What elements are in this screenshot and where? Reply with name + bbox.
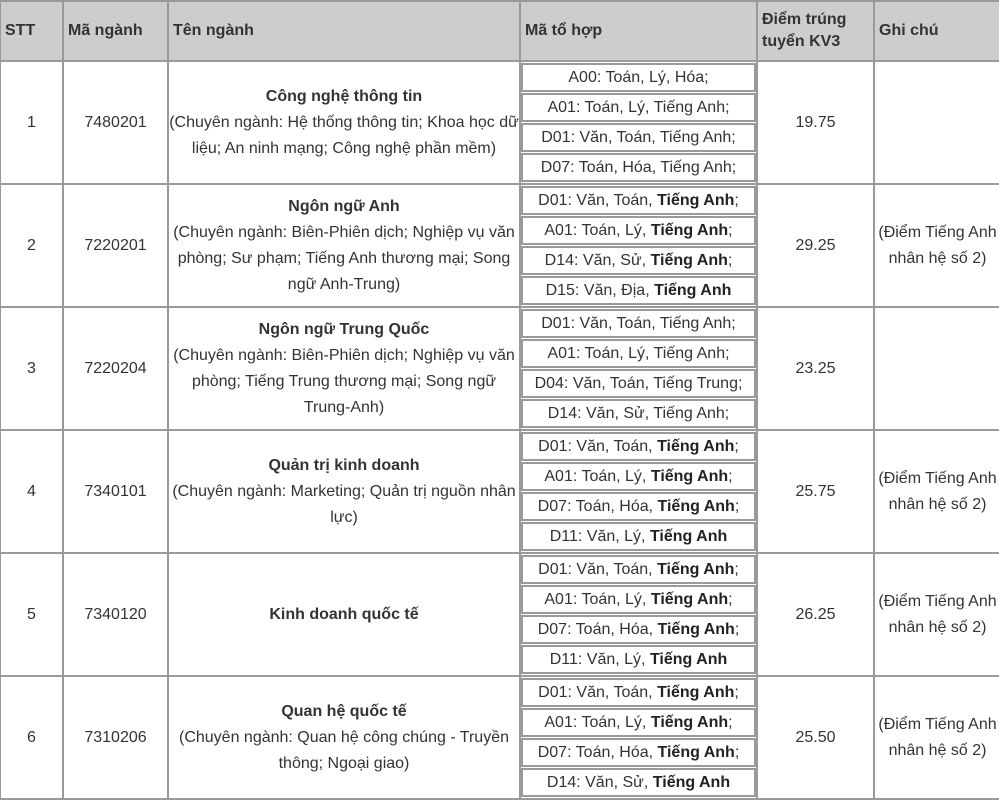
major-detail: (Chuyên ngành: Marketing; Quản trị nguồn nhân lực)	[172, 482, 516, 526]
combo-text: A01: Toán, Lý, Tiếng Anh;	[547, 99, 730, 116]
combo-item	[521, 522, 756, 551]
combo-bold-subject: Tiếng Anh	[650, 252, 728, 269]
combo-item	[521, 768, 756, 797]
combo-text: D14: Văn, Sử,	[546, 774, 653, 791]
combo-item	[521, 186, 756, 215]
combo-bold-subject: Tiếng Anh	[657, 192, 735, 209]
combo-item	[521, 339, 756, 368]
combos-cell	[520, 61, 757, 184]
combo-bold-subject: Tiếng Anh	[650, 468, 729, 485]
combo-bold-subject: Tiếng Anh	[657, 561, 735, 578]
combo-text: A01: Toán, Lý,	[544, 591, 651, 608]
combo-text: A00: Toán, Lý, Hóa;	[568, 69, 709, 86]
combo-item	[521, 615, 756, 644]
combo-bold-subject: Tiếng Anh	[657, 684, 735, 701]
combo-bold-subject: Tiếng Anh	[650, 222, 729, 239]
combo-tail: ;	[734, 744, 740, 761]
major-code-cell: 7340101	[63, 430, 168, 553]
combo-tail: ;	[734, 684, 739, 701]
combo-item	[521, 276, 756, 305]
stt-cell: 2	[0, 184, 63, 307]
note-cell	[874, 61, 999, 184]
table-row	[0, 307, 999, 430]
combo-item	[521, 585, 756, 614]
combo-item	[521, 309, 756, 338]
note-cell: (Điểm Tiếng Anh nhân hệ số 2)	[874, 430, 999, 553]
major-detail: (Chuyên ngành: Hệ thống thông tin; Khoa học dữ liệu; An ninh mạng; Công nghệ phần mềm)	[169, 113, 519, 157]
combo-bold-subject: Tiếng Anh	[657, 498, 735, 515]
combo-item	[521, 492, 756, 521]
table-row	[0, 553, 999, 676]
combo-tail: ;	[728, 222, 733, 239]
major-name-cell	[168, 307, 520, 430]
combos-cell	[520, 307, 757, 430]
combo-text: A01: Toán, Lý,	[544, 222, 651, 239]
combo-item	[521, 93, 756, 122]
combo-tail: ;	[734, 621, 740, 638]
note-cell: (Điểm Tiếng Anh nhân hệ số 2)	[874, 676, 999, 799]
combo-bold-subject: Tiếng Anh	[657, 621, 735, 638]
combo-text: D07: Toán, Hóa,	[537, 498, 658, 515]
combo-bold-subject: Tiếng Anh	[652, 774, 731, 791]
major-title: Quan hệ quốc tế	[281, 702, 407, 720]
combo-bold-subject: Tiếng Anh	[657, 438, 735, 455]
combo-text: D01: Văn, Toán,	[538, 438, 658, 455]
combo-text: D01: Văn, Toán,	[538, 684, 658, 701]
combo-text: A01: Toán, Lý,	[544, 714, 651, 731]
header-name: Tên ngành	[168, 1, 520, 61]
combo-text: D07: Toán, Hóa,	[537, 621, 658, 638]
major-code-cell: 7310206	[63, 676, 168, 799]
header-score: Điểm trúng tuyển KV3	[757, 1, 874, 61]
combos-cell	[520, 430, 757, 553]
combo-text: D07: Toán, Hóa,	[537, 744, 658, 761]
major-code-cell: 7220201	[63, 184, 168, 307]
header-combos: Mã tổ hợp	[520, 1, 757, 61]
stt-cell: 4	[0, 430, 63, 553]
combo-tail: ;	[734, 498, 740, 515]
stt-cell: 6	[0, 676, 63, 799]
combo-tail: ;	[728, 468, 733, 485]
major-code-cell: 7220204	[63, 307, 168, 430]
combo-tail: ;	[728, 714, 733, 731]
combo-item	[521, 216, 756, 245]
combo-text: D11: Văn, Lý,	[549, 528, 650, 545]
major-title: Quản trị kinh doanh	[268, 456, 420, 474]
header-stt: STT	[0, 1, 63, 61]
combo-bold-subject: Tiếng Anh	[650, 714, 729, 731]
combo-text: A01: Toán, Lý,	[544, 468, 651, 485]
combo-bold-subject: Tiếng Anh	[650, 591, 729, 608]
header-code: Mã ngành	[63, 1, 168, 61]
combo-item	[521, 63, 756, 92]
major-code-cell: 7480201	[63, 61, 168, 184]
combo-text: D14: Văn, Sử,	[544, 252, 651, 269]
note-cell: (Điểm Tiếng Anh nhân hệ số 2)	[874, 553, 999, 676]
major-detail: (Chuyên ngành: Biên-Phiên dịch; Nghiệp vụ văn phòng; Tiếng Trung thương mại; Song ngữ Trung-Anh)	[173, 346, 515, 416]
combo-tail: ;	[734, 192, 739, 209]
combo-item	[521, 708, 756, 737]
score-cell: 26.25	[757, 553, 874, 676]
combo-bold-subject: Tiếng Anh	[649, 528, 728, 545]
combo-text: D04: Văn, Toán, Tiếng Trung;	[534, 375, 743, 392]
major-name-cell	[168, 184, 520, 307]
combo-item	[521, 123, 756, 152]
combo-item	[521, 399, 756, 428]
combo-text: D11: Văn, Lý,	[549, 651, 650, 668]
header-row	[0, 1, 999, 61]
stt-cell: 5	[0, 553, 63, 676]
combo-item	[521, 678, 756, 707]
major-name-cell	[168, 553, 520, 676]
score-cell: 29.25	[757, 184, 874, 307]
combo-tail: ;	[734, 438, 739, 455]
note-cell: (Điểm Tiếng Anh nhân hệ số 2)	[874, 184, 999, 307]
combo-item	[521, 555, 756, 584]
combo-item	[521, 645, 756, 674]
combo-text: A01: Toán, Lý, Tiếng Anh;	[547, 345, 730, 362]
major-detail: (Chuyên ngành: Biên-Phiên dịch; Nghiệp vụ văn phòng; Sư phạm; Tiếng Anh thương mại; Song ngữ Anh-Trung)	[173, 223, 515, 293]
combo-item	[521, 369, 756, 398]
table-row	[0, 184, 999, 307]
combo-text: D01: Văn, Toán,	[538, 192, 658, 209]
table-row	[0, 61, 999, 184]
stt-cell: 1	[0, 61, 63, 184]
table-row	[0, 676, 999, 799]
combo-item	[521, 462, 756, 491]
combos-cell	[520, 676, 757, 799]
score-cell: 25.75	[757, 430, 874, 553]
major-title: Công nghệ thông tin	[265, 87, 423, 105]
combo-bold-subject: Tiếng Anh	[649, 651, 728, 668]
combos-cell	[520, 184, 757, 307]
combo-bold-subject: Tiếng Anh	[654, 282, 732, 299]
combo-item	[521, 153, 756, 182]
major-name-cell	[168, 61, 520, 184]
major-code-cell: 7340120	[63, 553, 168, 676]
combo-text: D01: Văn, Toán, Tiếng Anh;	[541, 315, 736, 332]
note-cell	[874, 307, 999, 430]
major-name-cell	[168, 430, 520, 553]
score-cell: 19.75	[757, 61, 874, 184]
combo-text: D01: Văn, Toán,	[538, 561, 658, 578]
combo-tail: ;	[727, 252, 733, 269]
combo-text: D07: Toán, Hóa, Tiếng Anh;	[540, 159, 737, 176]
table-body	[0, 61, 999, 799]
major-title: Kinh doanh quốc tế	[269, 605, 419, 623]
combo-tail: ;	[728, 591, 733, 608]
combo-text: D14: Văn, Sử, Tiếng Anh;	[547, 405, 730, 422]
stt-cell: 3	[0, 307, 63, 430]
score-cell: 23.25	[757, 307, 874, 430]
combos-cell	[520, 553, 757, 676]
major-name-cell	[168, 676, 520, 799]
score-cell: 25.50	[757, 676, 874, 799]
combo-text: D15: Văn, Địa,	[545, 282, 655, 299]
combo-text: D01: Văn, Toán, Tiếng Anh;	[541, 129, 736, 146]
major-detail: (Chuyên ngành: Quan hệ công chúng - Truyền thông; Ngoại giao)	[179, 728, 509, 772]
combo-item	[521, 246, 756, 275]
table-row	[0, 430, 999, 553]
combo-tail: ;	[734, 561, 739, 578]
combo-bold-subject: Tiếng Anh	[657, 744, 735, 761]
header-note: Ghi chú	[874, 1, 999, 61]
combo-item	[521, 432, 756, 461]
major-title: Ngôn ngữ Anh	[288, 197, 400, 215]
major-title: Ngôn ngữ Trung Quốc	[258, 320, 430, 338]
combo-item	[521, 738, 756, 767]
